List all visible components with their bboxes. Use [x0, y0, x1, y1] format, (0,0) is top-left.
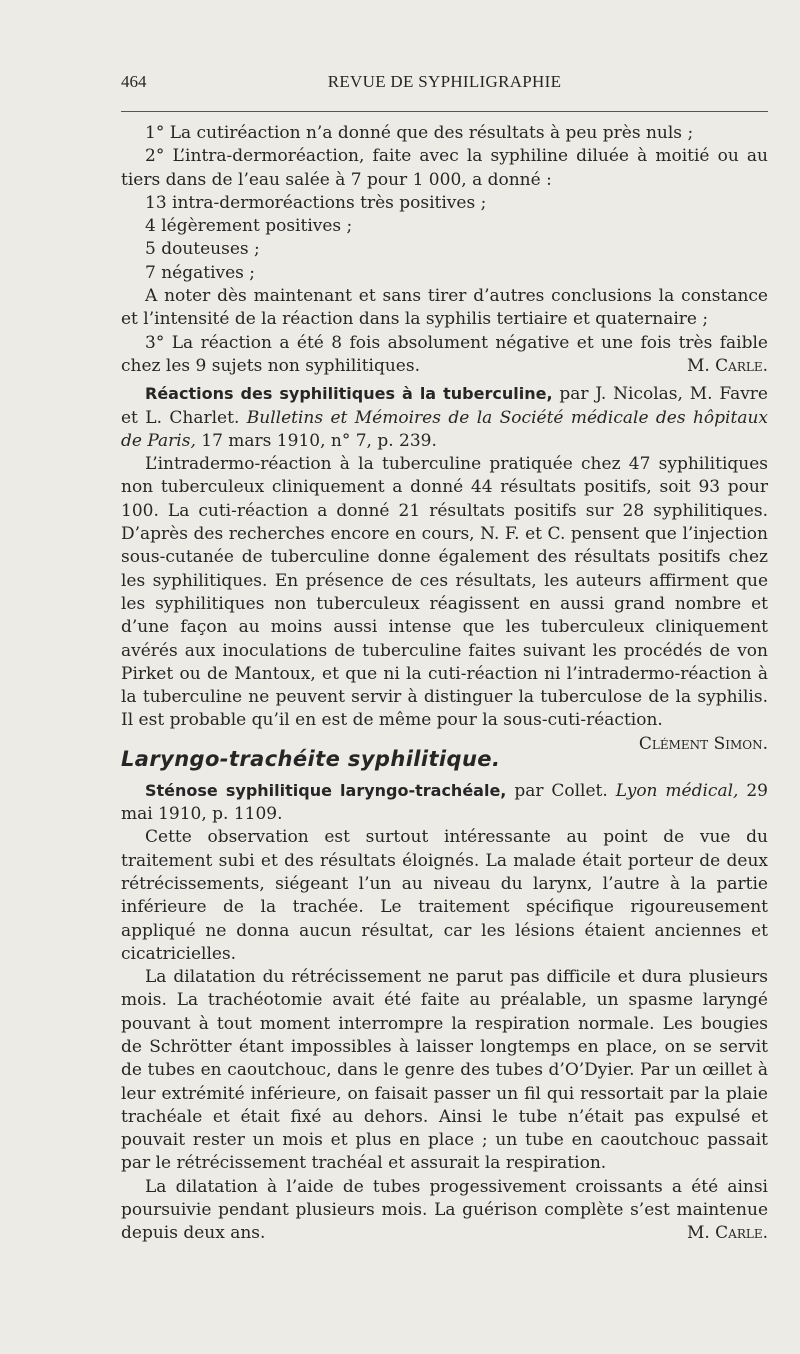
- result-item-2: 2° L’intra-dermoréaction, faite avec la syphiline diluée à moitié ou au tiers dans de l’eau salée à 7 pour 1 000, a donné :: [121, 146, 768, 190]
- article-citation-tuberculine: 17 mars 1910, n° 7, p. 239.: [201, 430, 437, 451]
- article-heading-tuberculine: [121, 382, 768, 453]
- article-paragraph-1: Cette observation est surtout intéressante au point de vue du traitement subi et des résultats éloignés. La malade était porteur de deux rétrécissements, siégeant l’un au niveau du larynx, l’autre à la partie inférieure de la trachée. Le traitement spécifique rigoureusement appliqué ne donna aucun résultat, car les lésions étaient anciennes et cicatricielles.: [121, 827, 768, 964]
- result-count-1: 13 intra-dermoréactions très positives ;: [145, 192, 487, 213]
- result-count-2: 4 légèrement positives ;: [145, 216, 353, 237]
- article-title-stenose: Sténose syphilitique laryngo-trachéale,: [145, 780, 507, 800]
- result-count-4: 7 négatives ;: [145, 262, 256, 283]
- running-title: REVUE DE SYPHILIGRAPHIE: [327, 72, 562, 91]
- signature-carle-2: M. Carle.: [686, 1223, 768, 1244]
- page-number: 464: [121, 72, 147, 91]
- article-heading-stenose: [121, 779, 768, 827]
- article-author-stenose: par Collet.: [514, 780, 608, 801]
- result-item-3-text: 3° La réaction a été 8 fois absolument négative et une fois très faible chez les 9 sujets non syphilitiques.: [121, 332, 768, 376]
- article-body-tuberculine: [121, 453, 768, 754]
- article-journal-tuberculine: Bulletins et Mémoires de la Société médicale des hôpitaux de Paris,: [121, 407, 768, 451]
- note-paragraph: A noter dès maintenant et sans tirer d’autres conclusions la constance et l’intensité de la réaction dans la syphilis tertiaire et quaternaire ;: [121, 286, 768, 330]
- article-paragraph-3-text: La dilatation à l’aide de tubes progessivement croissants a été ainsi poursuivie pendant plusieurs mois. La guérison complète s’est maintenue depuis deux ans.: [121, 1176, 768, 1244]
- article-authors-tuberculine: par J. Nicolas, M. Favre et L. Charlet.: [121, 384, 768, 428]
- page-body: [121, 122, 768, 1246]
- article-citation-stenose: 29 mai 1910, p. 1109.: [121, 780, 768, 825]
- header-rule: [121, 111, 768, 112]
- running-header: [121, 72, 768, 96]
- article-body-tuberculine-text: L’intradermo-réaction à la tuberculine pratiquée chez 47 syphilitiques non tuberculeux cliniquement a donné 44 résultats positifs, soit 93 pour 100. La cuti-réaction a donné 21 résultats positifs sur 28 syphilitiques. D’après des recherches encore en cours, N. F. et C. pensent que l’injection sous-cutanée de tuberculine donne également des résultats positifs chez les syphilitiques. En présence de ces résultats, les auteurs affirment que les syphilitiques non tuberculeux réagissent en aussi grand nombre et d’une façon au moins aussi intense que les tuberculeux cliniquement avérés aux inoculations de tuberculine faites suivant les procédés de von Pirket ou de Mantoux, et que ni la cuti-réaction ni l’intradermo-réaction à la tuberculine ne peuvent servir à distinguer la tuberculose de la syphilis. Il est probable qu’il en est de même pour la sous-cuti-réaction.: [121, 454, 768, 731]
- result-item-3: [121, 332, 768, 379]
- result-item-1: 1° La cutiréaction n’a donné que des résultats à peu près nuls ;: [145, 123, 694, 143]
- signature-simon: Clément Simon.: [638, 733, 768, 754]
- article-title-tuberculine: Réactions des syphilitiques à la tuberculine,: [145, 384, 553, 404]
- article-paragraph-2: La dilatation du rétrécissement ne parut pas difficile et dura plusieurs mois. La trachéotomie avait été faite au préalable, un spasme laryngé pouvant à tout moment interrompre la respiration normale. Les bougies de Schrötter étant impossibles à laisser longtemps en place, on se servit de tubes en caoutchouc, dans le genre des tubes d’O’Dyier. Par un œillet à leur extrémité inférieure, on faisait passer un fil qui ressortait par la plaie trachéale et était fixé au dehors. Ainsi le tube n’était pas expulsé et pouvait rester un mois et plus en place ; un tube en caoutchouc passait par le rétrécissement trachéal et assurait la respiration.: [121, 967, 768, 1174]
- article-journal-stenose: Lyon médical,: [615, 780, 739, 801]
- signature-carle-1: M. Carle.: [686, 355, 768, 376]
- article-paragraph-3: [121, 1176, 768, 1246]
- section-title: Laryngo-trachéite syphilitique.: [121, 746, 501, 771]
- result-count-3: 5 douteuses ;: [145, 239, 260, 260]
